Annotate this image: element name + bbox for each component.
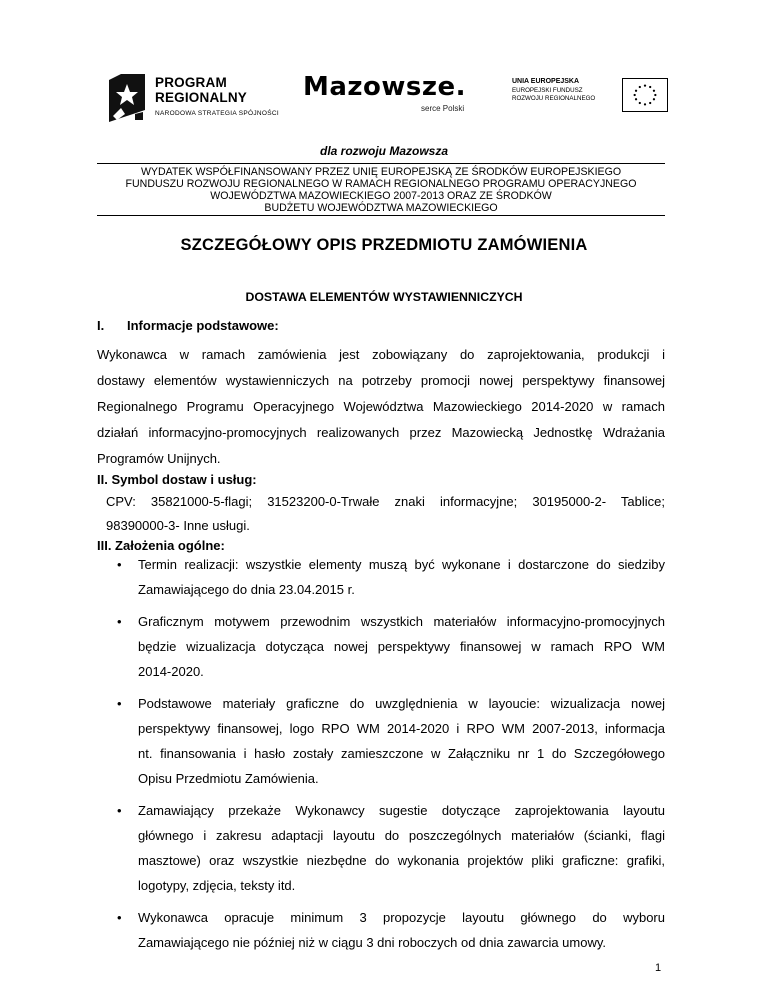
top-divider — [97, 163, 665, 164]
eu-logo-line1: UNIA EUROPEJSKA — [512, 78, 580, 85]
bullet-text-line: Zamawiającego do dnia 23.04.2015 r. — [138, 582, 355, 597]
page-number: 1 — [655, 962, 662, 974]
bullet-dot-icon: • — [117, 696, 122, 711]
section-1-title: Informacje podstawowe: — [127, 318, 279, 333]
mazowsze-wordmark: Mazowsze. — [303, 72, 467, 102]
section-3-heading: III. Założenia ogólne: — [97, 538, 225, 553]
program-logo-subtitle: NARODOWA STRATEGIA SPÓJNOŚCI — [155, 110, 279, 117]
document-title: SZCZEGÓŁOWY OPIS PRZEDMIOTU ZAMÓWIENIA — [180, 236, 588, 254]
cofinancing-line: WYDATEK WSPÓŁFINANSOWANY PRZEZ UNIĘ EUROPEJSKĄ ZE ŚRODKÓW EUROPEJSKIEGO — [140, 166, 622, 178]
bullet-text-line: Podstawowe materiały graficzne do uwzględnienia w layoucie: wizualizacja nowej — [138, 696, 665, 711]
cofinancing-line: BUDŻETU WOJEWÓDZTWA MAZOWIECKIEGO — [264, 202, 498, 214]
section-1-text-line: Wykonawca w ramach zamówienia jest zobowiązany do zaprojektowania, produkcji i — [97, 347, 665, 362]
eu-logo-line3: ROZWOJU REGIONALNEGO — [512, 95, 596, 102]
header-logos — [105, 70, 665, 130]
bullet-dot-icon: • — [117, 910, 122, 925]
bullet-text-line: głównego i zakresu adaptacji layoutu do poszczególnych materiałów (ścianki, flagi — [138, 828, 665, 843]
program-regionalny-text — [155, 75, 247, 105]
bullet-text-line: nt. finansowania i hasło zostały zamieszczone w Załączniku nr 1 do Szczegółowego — [138, 746, 665, 761]
section-1-text-line: Programów Unijnych. — [97, 451, 221, 466]
bottom-divider — [97, 215, 665, 216]
cofinancing-line: FUNDUSZU ROZWOJU REGIONALNEGO W RAMACH REGIONALNEGO PROGRAMU OPERACYJNEGO — [125, 178, 637, 190]
document-subtitle: DOSTAWA ELEMENTÓW WYSTAWIENNICZYCH — [245, 290, 523, 304]
section-1-number: I. — [97, 318, 105, 333]
eu-flag-icon — [622, 78, 668, 112]
bullet-text-line: 2014-2020. — [138, 664, 204, 679]
mazowsze-logo — [303, 72, 493, 122]
mazowsze-tagline: serce Polski — [421, 104, 465, 113]
section-1-text-line: działań informacyjno-promocyjnych realizowanych przez Mazowiecką Jednostkę Wdrażania — [97, 425, 665, 440]
cofinancing-line: WOJEWÓDZTWA MAZOWIECKIEGO 2007-2013 ORAZ ZE ŚRODKÓW — [210, 190, 552, 202]
bullet-text-line: Graficznym motywem przewodnim wszystkich materiałów informacyjno-promocyjnych — [138, 614, 665, 629]
bullet-dot-icon: • — [117, 803, 122, 818]
section-2-text-line: 98390000-3- Inne usługi. — [106, 518, 250, 533]
bullet-text-line: Zamawiającego nie później niż w ciągu 3 dni roboczych od dnia zawarcia umowy. — [138, 935, 606, 950]
program-logo-line1: PROGRAM — [155, 75, 227, 90]
bullet-text-line: Wykonawca opracuje minimum 3 propozycje layoutu głównego do wyboru — [138, 910, 665, 925]
eu-logo-line2: EUROPEJSKI FUNDUSZ — [512, 87, 583, 94]
bullet-text-line: będzie wizualizacja dotycząca nowej perspektywy finansowej w ramach RPO WM — [138, 639, 665, 654]
region-tagline: dla rozwoju Mazowsza — [319, 144, 448, 158]
section-2-heading: II. Symbol dostaw i usług: — [97, 472, 257, 487]
bullet-dot-icon: • — [117, 614, 122, 629]
bullet-text-line: logotypy, zdjęcia, teksty itd. — [138, 878, 296, 893]
bullet-text-line: Termin realizacji: wszystkie elementy muszą być wykonane i dostarczone do siedziby — [138, 557, 665, 572]
program-regionalny-logo — [105, 70, 280, 126]
program-regionalny-mark-icon — [105, 70, 149, 124]
section-2-text-line: CPV: 35821000-5-flagi; 31523200-0-Trwałe znaki informacyjne; 30195000-2- Tablice; — [106, 494, 665, 509]
bullet-text-line: masztowe) oraz wszystkie niezbędne do wykonania projektów pliki graficzne: grafiki, — [138, 853, 665, 868]
program-logo-line2: REGIONALNY — [155, 90, 248, 105]
bullet-text-line: perspektywy finansowej, logo RPO WM 2014-2020 i RPO WM 2007-2013, informacja — [138, 721, 665, 736]
section-1-text-line: Regionalnego Programu Operacyjnego Województwa Mazowieckiego 2014-2020 w ramach — [97, 399, 665, 414]
bullet-dot-icon: • — [117, 557, 122, 572]
cofinancing-notice — [97, 166, 665, 214]
section-1-text-line: dostawy elementów wystawienniczych na potrzeby promocji nowej perspektywy finansowej — [97, 373, 665, 388]
bullet-text-line: Zamawiający przekaże Wykonawcy sugestie dotyczące zaprojektowania layoutu — [138, 803, 665, 818]
eu-fund-logo — [512, 78, 662, 114]
bullet-text-line: Opisu Przedmiotu Zamówienia. — [138, 771, 319, 786]
